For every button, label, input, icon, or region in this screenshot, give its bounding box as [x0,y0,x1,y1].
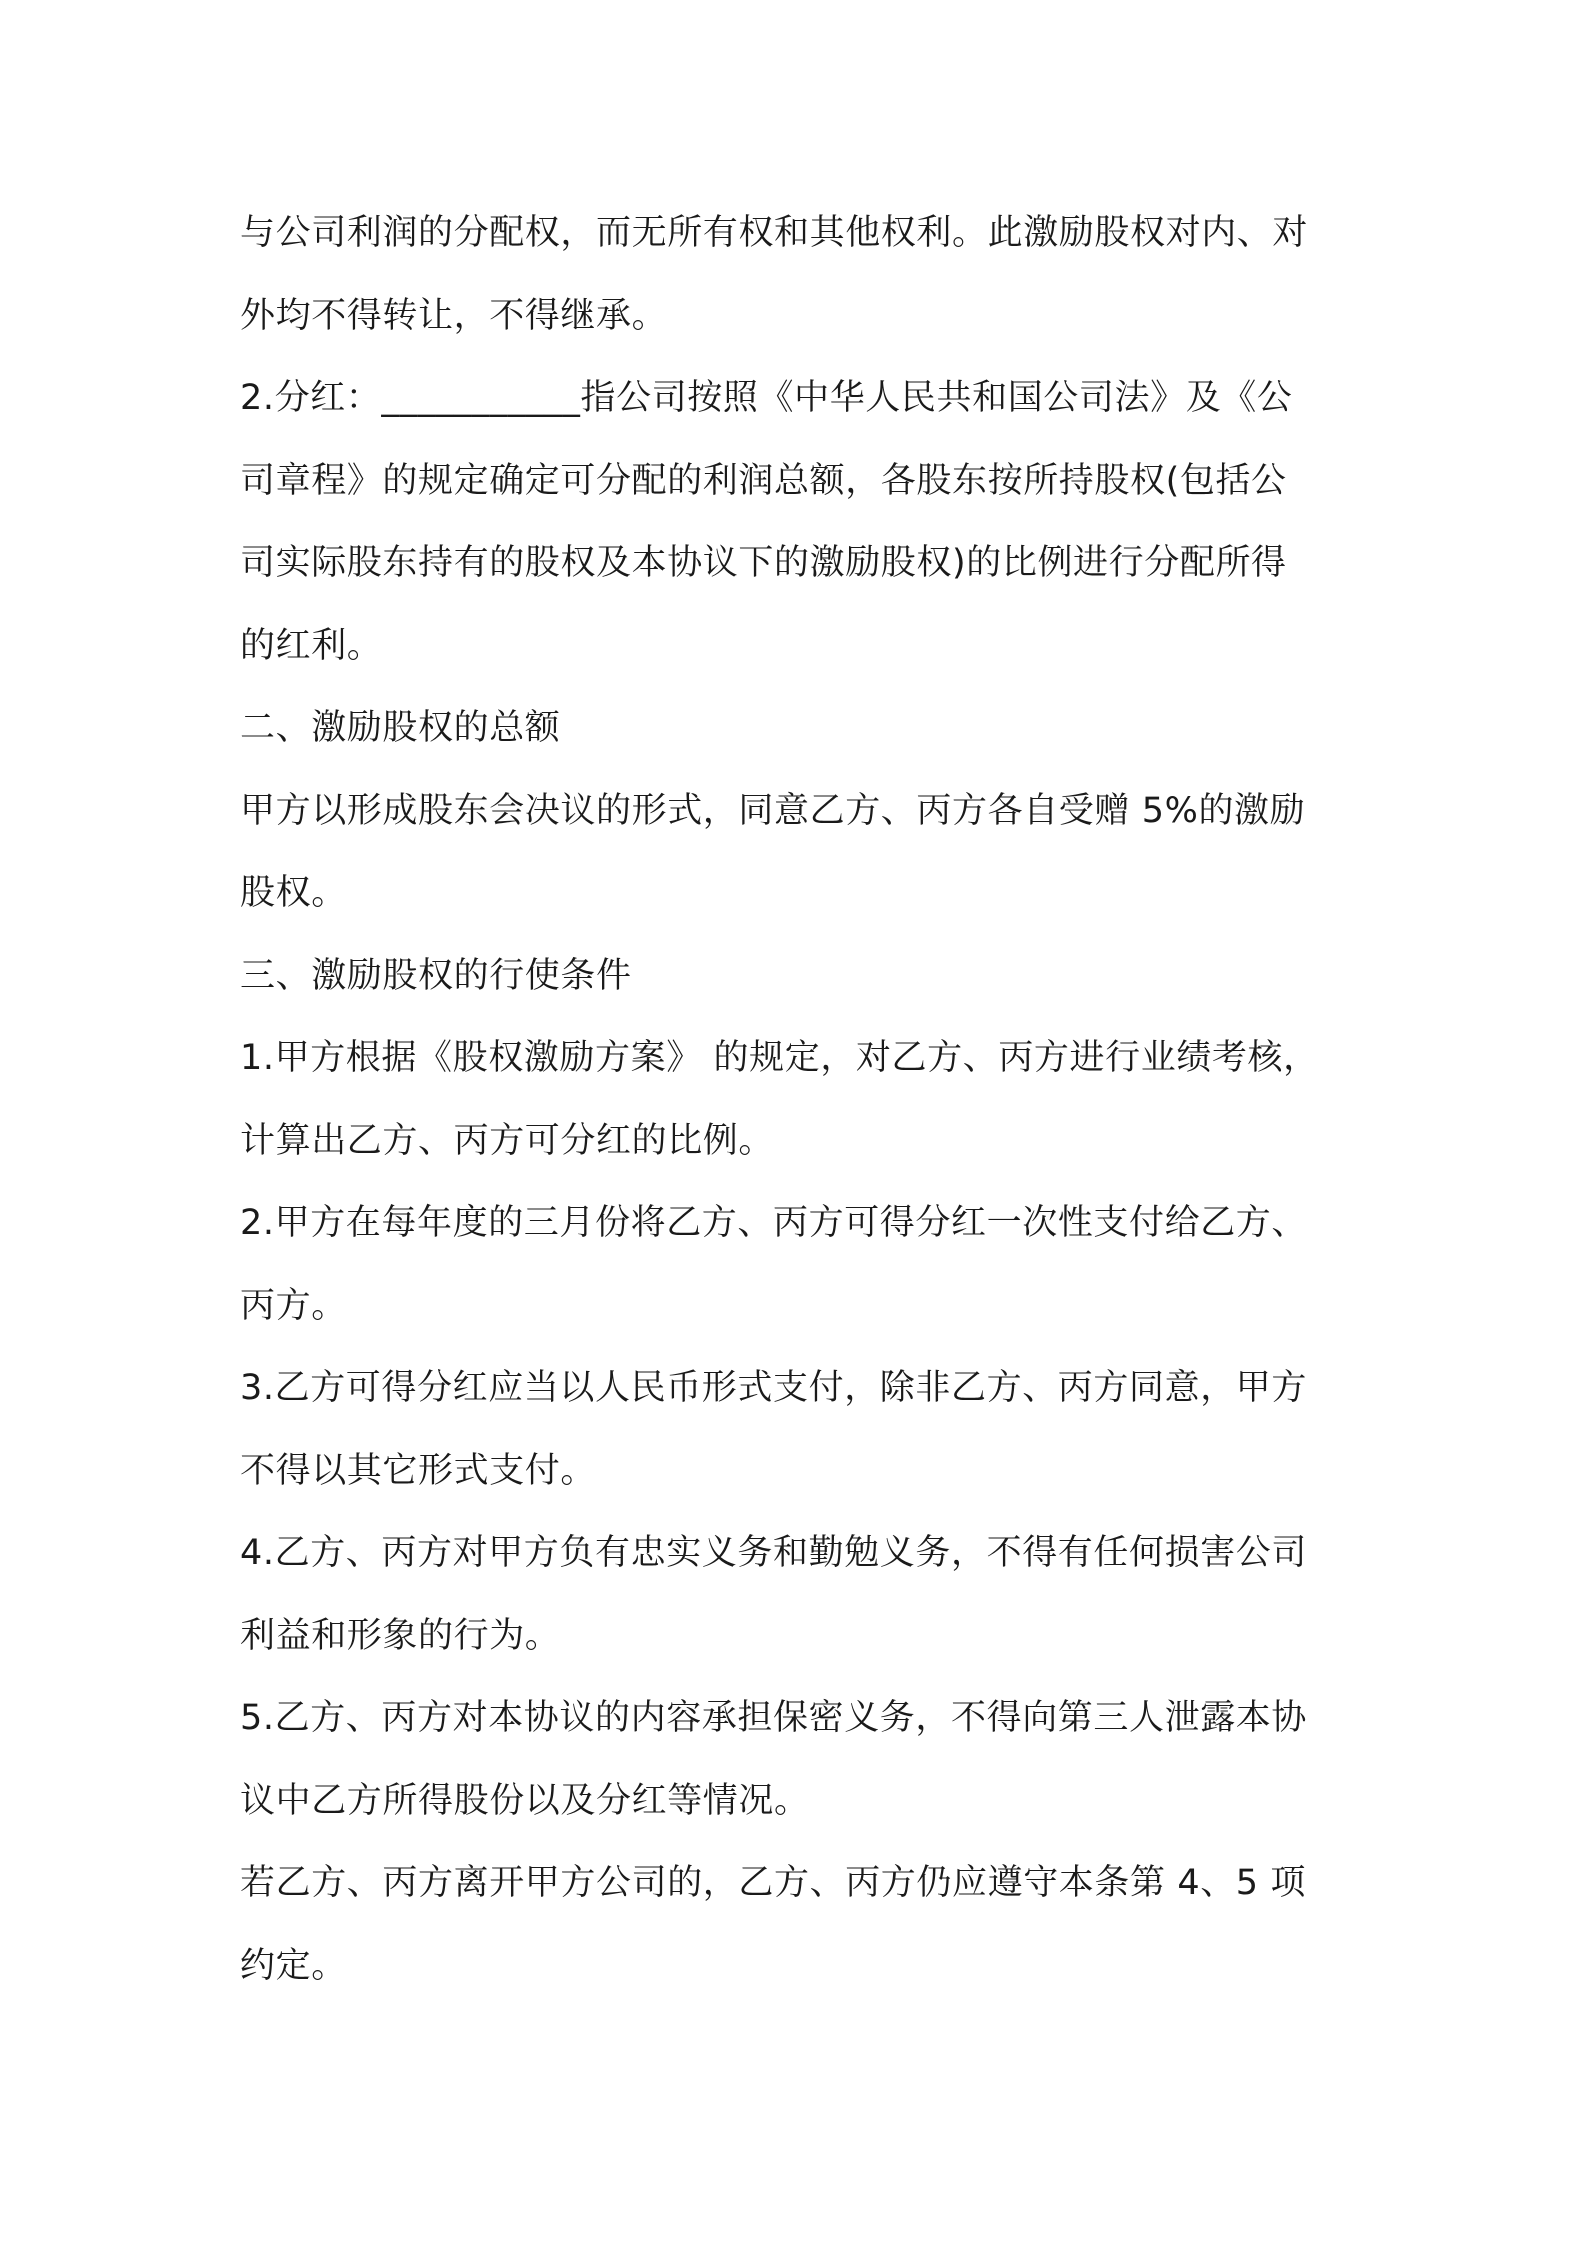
text-line: 计算出乙方、丙方可分红的比例。 [240,1120,775,1161]
clause-departure: 若乙方、丙方离开甲方公司的，乙方、丙方仍应遵守本条第 4、5 项 [240,1863,1306,1903]
text-line: 不得以其它形式支付。 [240,1450,597,1491]
clause-dividend: 2.分红：___________指公司按照《中华人民共和国公司法》及《公 [240,378,1293,418]
text-line: 股权。 [240,873,347,913]
clause-1: 1.甲方根据《股权激励方案》 的规定，对乙方、丙方进行业绩考核， [240,1038,1319,1078]
text-line: 外均不得转让，不得继承。 [240,295,668,336]
text-line: 司实际股东持有的股权及本协议下的激励股权)的比例进行分配所得 [240,543,1287,583]
document-page [240,192,1360,2007]
clause-5: 5.乙方、丙方对本协议的内容承担保密义务，不得向第三人泄露本协 [240,1698,1307,1738]
text-line: 甲方以形成股东会决议的形式，同意乙方、丙方各自受赠 5%的激励 [240,790,1306,831]
clause-2: 2.甲方在每年度的三月份将乙方、丙方可得分红一次性支付给乙方、 [240,1203,1307,1243]
text-line: 与公司利润的分配权，而无所有权和其他权利。此激励股权对内、对 [240,213,1309,253]
section-heading-conditions: 三、激励股权的行使条件 [240,955,632,996]
text-line: 利益和形象的行为。 [240,1615,561,1656]
clause-4: 4.乙方、丙方对甲方负有忠实义务和勤勉义务，不得有任何损害公司 [240,1533,1307,1573]
text-line: 约定。 [240,1945,347,1986]
text-line: 司章程》的规定确定可分配的利润总额，各股东按所持股权(包括公 [240,460,1287,501]
text-line: 的红利。 [240,625,383,666]
clause-3: 3.乙方可得分红应当以人民币形式支付，除非乙方、丙方同意，甲方 [240,1368,1307,1408]
text-line: 丙方。 [240,1285,347,1326]
section-heading-total: 二、激励股权的总额 [240,708,561,748]
text-line: 议中乙方所得股份以及分红等情况。 [240,1780,810,1821]
